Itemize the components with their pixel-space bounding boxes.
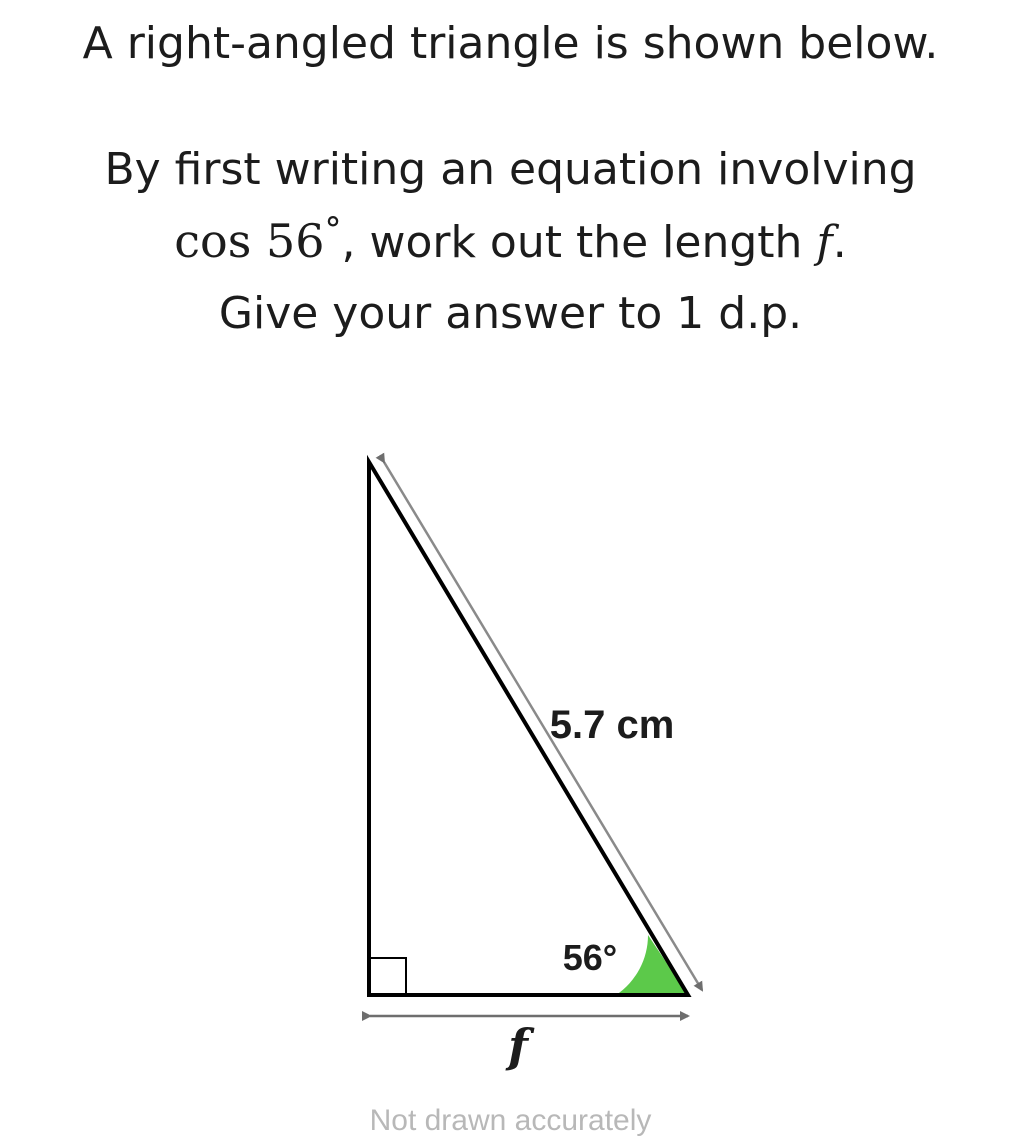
right-angle-marker-icon <box>369 958 406 995</box>
variable-f: f <box>816 217 833 268</box>
degree-symbol: ° <box>324 210 342 250</box>
question-line-cos-text: , work out the length <box>341 217 817 268</box>
question-line-instruction: By first writing an equation involving <box>104 144 917 195</box>
not-drawn-accurately-note: Not drawn accurately <box>369 1104 652 1137</box>
angle-label: 56° <box>562 937 618 978</box>
question-line-intro: A right-angled triangle is shown below. <box>82 18 939 69</box>
angle-sector-icon <box>616 935 688 995</box>
question-line-precision: Give your answer to 1 d.p. <box>218 288 803 339</box>
base-label: f <box>508 1019 528 1073</box>
cos-value: cos 56 <box>174 214 325 268</box>
question-line-cos-end: . <box>832 217 847 268</box>
hypotenuse-label: 5.7 cm <box>549 703 675 747</box>
